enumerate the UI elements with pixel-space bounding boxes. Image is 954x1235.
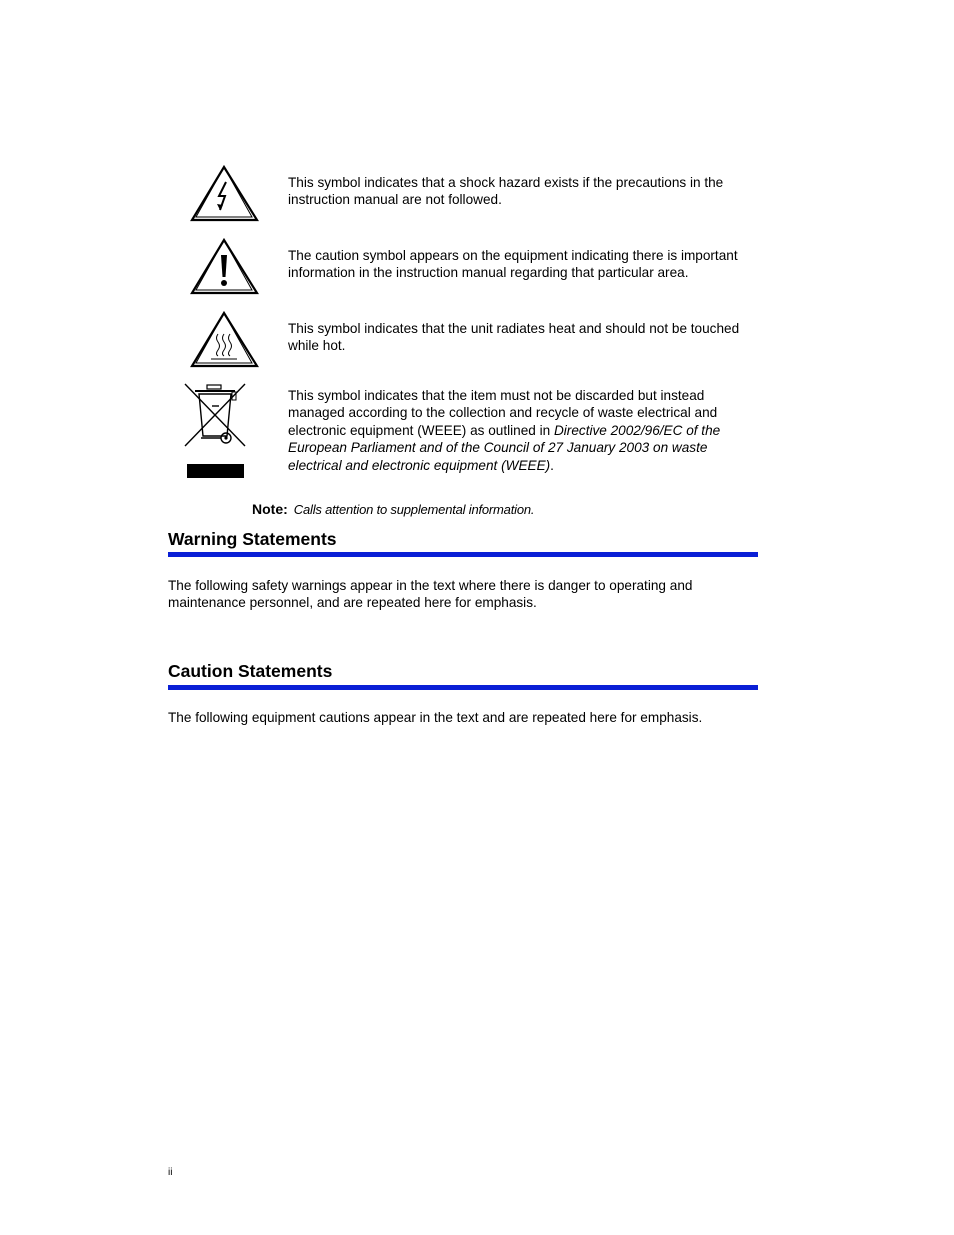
weee-bin-icon [183, 382, 253, 480]
symbol-text-caution: The caution symbol appears on the equipment indicating there is important information in the instruction manual regarding that particular area. [288, 248, 738, 281]
caution-paragraph: The following equipment cautions appear in the text and are repeated here for emphasis. [168, 710, 703, 725]
symbol-text-hot: This symbol indicates that the unit radiates heat and should not be touched while hot. [288, 321, 740, 354]
note [252, 500, 534, 519]
shock-hazard-icon [183, 164, 263, 224]
note-text: Calls attention to supplemental information. [293, 502, 535, 517]
warning-paragraph: The following safety warnings appear in the text where there is danger to operating and maintenance personnel, and are repeated here for emphasis. [168, 578, 693, 611]
warning-heading-rule [168, 552, 758, 557]
caution-icon [183, 237, 263, 297]
caution-heading: Caution Statements [168, 661, 333, 681]
weee-directive-citation: Directive 2002/96/EC of the European Parliament and of the Council of 27 January 2003 on waste electrical and electronic equipment (WEEE) [288, 422, 721, 473]
weee-text-end: . [550, 457, 554, 473]
page-number: ii [168, 1167, 173, 1178]
symbol-text-shock: This symbol indicates that a shock hazard exists if the precautions in the instruction manual are not followed. [288, 175, 724, 208]
warning-heading: Warning Statements [168, 529, 337, 549]
caution-heading-rule [168, 685, 758, 690]
symbol-text-weee [288, 387, 758, 474]
note-label: Note: [252, 501, 288, 517]
hot-surface-icon [183, 310, 263, 370]
weee-text-plain: This symbol indicates that the item must not be discarded but instead managed according to the collection and recycle of waste electrical and electronic equipment (WEEE) as outlined in [288, 388, 718, 438]
